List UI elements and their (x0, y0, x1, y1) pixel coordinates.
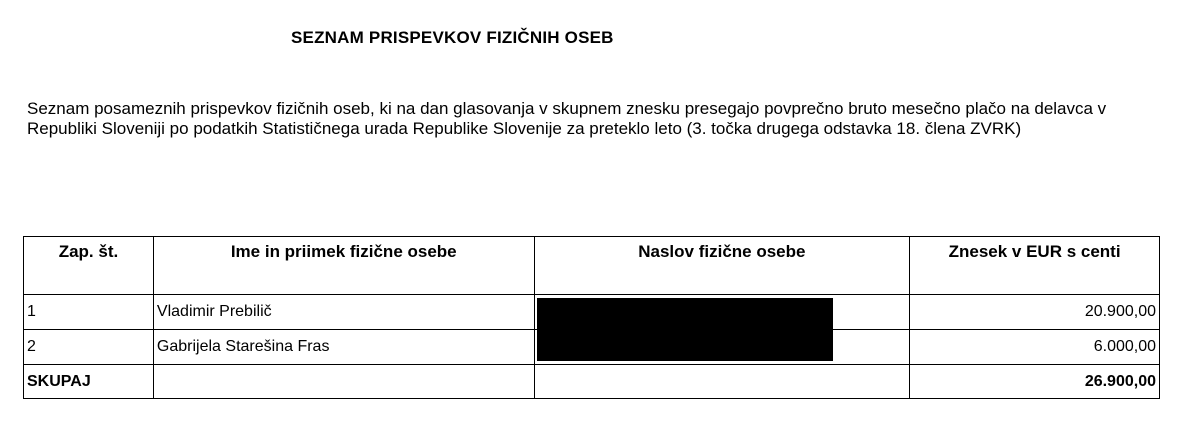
total-empty-cell (534, 365, 910, 399)
redaction-block (537, 329, 833, 361)
row-person-name: Vladimir Prebilič (153, 295, 534, 330)
header-serial-number: Zap. št. (24, 237, 154, 295)
row-amount: 6.000,00 (910, 330, 1160, 365)
header-amount: Znesek v EUR s centi (910, 237, 1160, 295)
contributions-table (23, 236, 1160, 399)
row-person-address (534, 295, 910, 330)
redaction-block (537, 298, 833, 330)
row-serial-number: 2 (24, 330, 154, 365)
intro-paragraph: Seznam posameznih prispevkov fizičnih oseb, ki na dan glasovanja v skupnem znesku presegajo povprečno bruto mesečno plačo na delavca v Republiki Sloveniji po podatkih Statističnega urada Republike Slovenije za preteklo leto (3. točka drugega odstavka 18. člena ZVRK) (27, 99, 1107, 138)
document-title: SEZNAM PRISPEVKOV FIZIČNIH OSEB (291, 28, 614, 47)
total-empty-cell (153, 365, 534, 399)
header-person-address: Naslov fizične osebe (534, 237, 910, 295)
row-person-name: Gabrijela Starešina Fras (153, 330, 534, 365)
header-person-name: Ime in priimek fizične osebe (153, 237, 534, 295)
total-row (24, 365, 1160, 399)
row-serial-number: 1 (24, 295, 154, 330)
table-row (24, 330, 1160, 365)
table-row (24, 295, 1160, 330)
table-header-row (24, 237, 1160, 295)
total-amount: 26.900,00 (910, 365, 1160, 399)
total-label: SKUPAJ (24, 365, 154, 399)
row-person-address (534, 330, 910, 365)
row-amount: 20.900,00 (910, 295, 1160, 330)
